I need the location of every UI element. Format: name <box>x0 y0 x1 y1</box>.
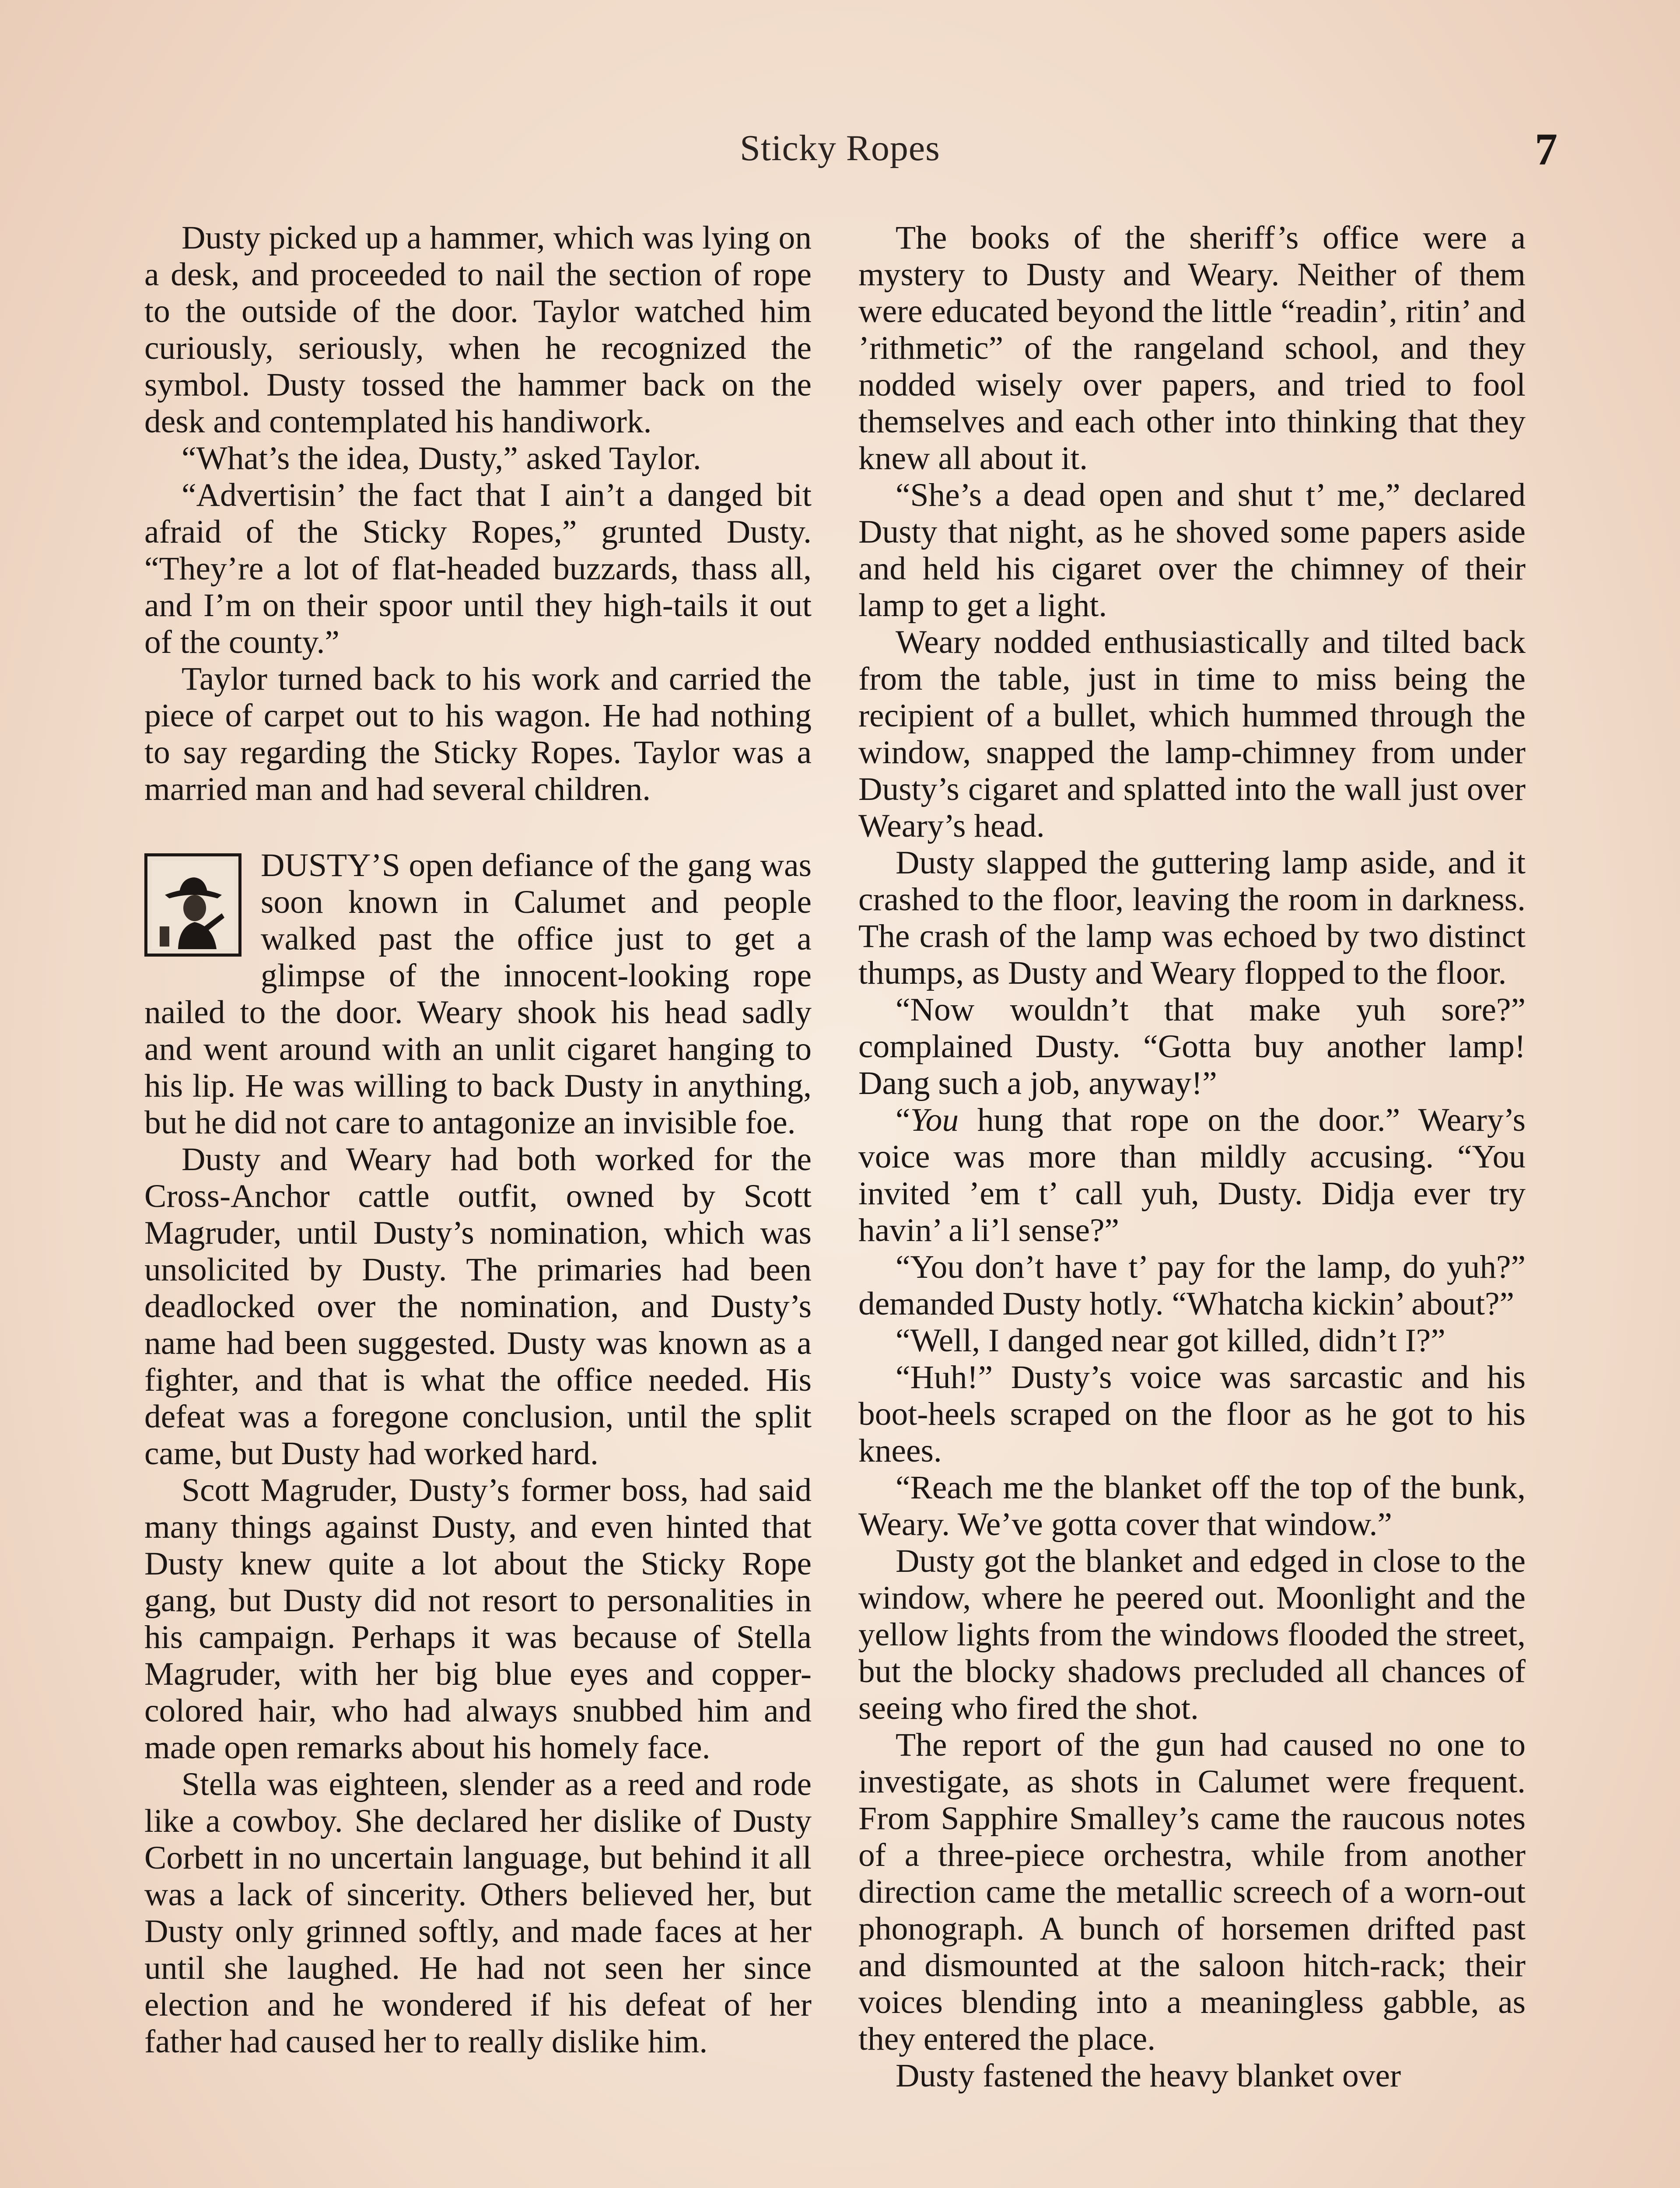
paragraph: “She’s a dead open and shut t’ me,” declared Dusty that night, as he shoved some papers aside and held his cigaret over the chimney of their lamp to get a light. <box>858 477 1526 624</box>
paragraph: “Huh!” Dusty’s voice was sarcastic and his boot-heels scraped on the floor as he got to his knees. <box>858 1359 1526 1469</box>
left-column <box>144 220 812 2060</box>
paragraph: DUSTY’S open defiance of the gang was soon known in Calumet and people walked past the office just to get a glimpse of the innocent-looking rope nailed to the door. Weary shook his head sadly and went around with an unlit cigaret hanging to his lip. He was willing to back Dusty in anything, but he did not care to antagonize an invisible foe. <box>144 847 812 1141</box>
paragraph: Dusty got the blanket and edged in close to the window, where he peered out. Moonlight and the yellow lights from the windows flooded the street, but the blocky shadows precluded all chances of seeing who fired the shot. <box>858 1543 1526 1726</box>
emphasis: You <box>910 1102 959 1138</box>
running-title: Sticky Ropes <box>740 128 940 168</box>
paragraph: “Advertisin’ the fact that I ain’t a danged bit afraid of the Sticky Ropes,” grunted Dusty. “They’re a lot of flat-headed buzzards, thass all, and I’m on their spoor until they high-tails it out of the county.” <box>144 477 812 660</box>
paragraph: The books of the sheriff’s office were a mystery to Dusty and Weary. Neither of them were educated beyond the little “readin’, ritin’ and ’rithmetic” of the rangeland school, and they nodded wisely over papers, and tried to fool themselves and each other into thinking that they knew all about it. <box>858 220 1526 477</box>
paragraph: Taylor turned back to his work and carried the piece of carpet out to his wagon. He had nothing to say regarding the Sticky Ropes. Taylor was a married man and had several children. <box>144 661 812 807</box>
paragraph: Stella was eighteen, slender as a reed and rode like a cowboy. She declared her dislike of Dusty Corbett in no uncertain language, but behind it all was a lack of sincerity. Others believed her, but Dusty only grinned softly, and made faces at her until she laughed. He had not seen her since election and he wondered if his defeat of her father had caused her to really dislike him. <box>144 1766 812 2060</box>
paragraph: Weary nodded enthusiastically and tilted back from the table, just in time to miss being the recipient of a bullet, which hummed through the window, snapped the lamp-chimney from under Dusty’s cigaret and splatted into the wall just over Weary’s head. <box>858 624 1526 844</box>
paragraph: Dusty and Weary had both worked for the Cross-Anchor cattle outfit, owned by Scott Magruder, until Dusty’s nomination, which was unsolicited by Dusty. The primaries had been deadlocked over the nomination, and Dusty’s name had been suggested. Dusty was known as a fighter, and that is what the office needed. His defeat was a foregone conclusion, until the split came, but Dusty had worked hard. <box>144 1141 812 1472</box>
paragraph: “Reach me the blanket off the top of the bunk, Weary. We’ve gotta cover that window.” <box>858 1469 1526 1543</box>
paragraph-rest: hung that rope on the door.” Weary’s voice was more than mildly accusing. “You invited ’em t’ call yuh, Dusty. Didja ever try havin’ a li’l sense?” <box>858 1102 1526 1248</box>
paragraph <box>858 1102 1526 1249</box>
paragraph: “Well, I danged near got killed, didn’t I?” <box>896 1322 1446 1359</box>
paragraph: Dusty picked up a hammer, which was lying on a desk, and proceeded to nail the section of rope to the outside of the door. Taylor watched him curiously, seriously, when he recognized the symbol. Dusty tossed the hammer back on the desk and contemplated his handiwork. <box>144 220 812 440</box>
right-column <box>858 220 1526 2094</box>
paragraph: “You don’t have t’ pay for the lamp, do yuh?” demanded Dusty hotly. “Whatcha kickin’ about?” <box>858 1249 1526 1322</box>
paragraph: Dusty fastened the heavy blanket over <box>896 2058 1401 2094</box>
paragraph: Dusty slapped the guttering lamp aside, and it crashed to the floor, leaving the room in darkness. The crash of the lamp was echoed by two distinct thumps, as Dusty and Weary flopped to the floor. <box>858 845 1526 991</box>
paragraph: The report of the gun had caused no one to investigate, as shots in Calumet were frequent. From Sapphire Smalley’s came the raucous notes of a three-piece orchestra, while from another direction came the metallic screech of a worn-out phonograph. A bunch of horsemen drifted past and dismounted at the saloon hitch-rack; their voices blending into a meaningless gabble, as they entered the place. <box>858 1727 1526 2057</box>
paragraph: “Now wouldn’t that make yuh sore?” complained Dusty. “Gotta buy another lamp! Dang such a job, anyway!” <box>858 992 1526 1101</box>
section-break <box>144 808 812 847</box>
quote-mark: “ <box>896 1102 910 1138</box>
paragraph: “What’s the idea, Dusty,” asked Taylor. <box>182 440 701 477</box>
paragraph: Scott Magruder, Dusty’s former boss, had said many things against Dusty, and even hinted that Dusty knew quite a lot about the Sticky Rope gang, but Dusty did not resort to personalities in his campaign. Perhaps it was because of Stella Magruder, with her big blue eyes and copper-colored hair, who had always snubbed him and made open remarks about his homely face. <box>144 1472 812 1766</box>
page-number: 7 <box>1535 124 1558 175</box>
cowboy-portrait-icon <box>144 853 242 957</box>
